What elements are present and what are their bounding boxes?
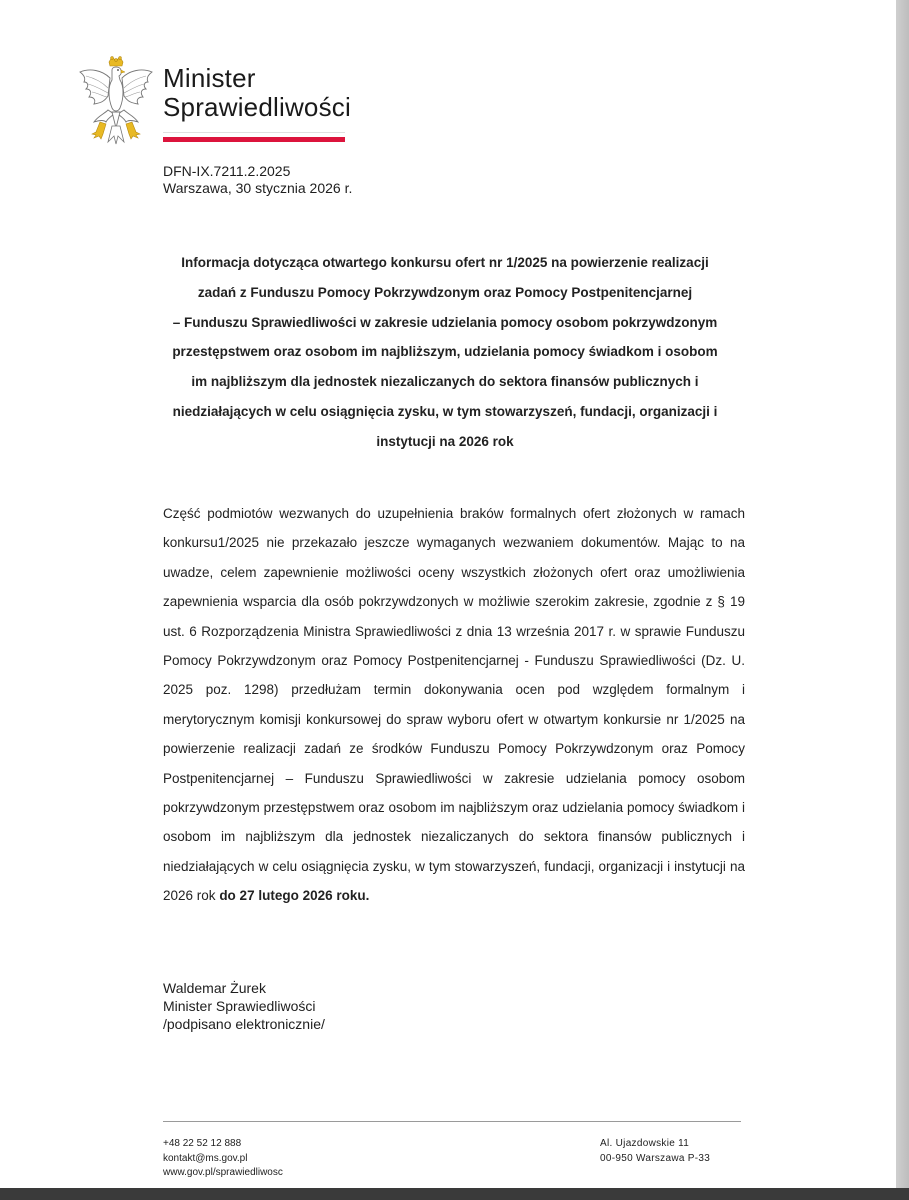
footer-contact <box>163 1137 283 1181</box>
body-text: Część podmiotów wezwanych do uzupełnienia braków formalnych ofert złożonych w ramach konkursu1/2025 nie przekazało jeszcze wymaganych wezwaniem dokumentów. Mając to na uwadze, celem zapewnienie możliwości oceny wszystkich złożonych ofert oraz umożliwienia zapewnienia wsparcia dla osób pokrzywdzonych w możliwie szerokim zakresie, zgodnie z § 19 ust. 6 Rozporządzenia Ministra Sprawiedliwości z dnia 13 września 2017 r. w sprawie Funduszu Pomocy Pokrzywdzonym oraz Pomocy Postpenitencjarnej - Funduszu Sprawiedliwości (Dz. U. 2025 poz. 1298) przedłużam termin dokonywania ocen pod względem formalnym i merytorycznym komisji konkursowej do spraw wyboru ofert w otwartym konkursie nr 1/2025 na powierzenie realizacji zadań ze środków Funduszu Pomocy Pokrzywdzonym oraz Pomocy Postpenitencjarnej – Funduszu Sprawiedliwości w zakresie udzielania pomocy osobom pokrzywdzonym przestępstwem oraz osobom im najbliższym oraz udzielania pomocy świadkom i osobom im najbliższym dla jednostek niezaliczanych do sektora finansów publicznych i niedziałających w celu osiągnięcia zysku, w tym stowarzyszeń, fundacji, organizacji i instytucji na 2026 rok <box>163 506 745 904</box>
title-line: niedziałających w celu osiągnięcia zysku, w tym stowarzyszeń, fundacji, organizacji i <box>172 403 718 419</box>
flag-stripe <box>163 132 345 142</box>
signature-block <box>163 979 325 1033</box>
title-line: Informacja dotycząca otwartego konkursu ofert nr 1/2025 na powierzenie realizacji <box>181 255 709 270</box>
signatory-name: Waldemar Żurek <box>163 980 266 996</box>
signature-note: /podpisano elektronicznie/ <box>163 1016 325 1032</box>
ministry-name-line2: Sprawiedliwości <box>163 92 351 122</box>
signatory-position: Minister Sprawiedliwości <box>163 998 316 1014</box>
title-line: – Funduszu Sprawiedliwości w zakresie udzielania pomocy osobom pokrzywdzonym <box>172 314 718 330</box>
document-title <box>150 248 740 457</box>
footer-divider <box>163 1121 741 1122</box>
footer-postal: 00-950 Warszawa P-33 <box>600 1152 711 1164</box>
footer-address <box>600 1137 710 1166</box>
ministry-name <box>163 64 351 122</box>
title-line: im najbliższym dla jednostek niezaliczanych do sektora finansów publicznych i <box>191 374 699 390</box>
page-edge-right <box>896 0 909 1200</box>
title-line: instytucji na 2026 rok <box>376 433 514 449</box>
title-line: zadań z Funduszu Pomocy Pokrzywdzonym oraz Pomocy Postpenitencjarnej <box>197 284 693 300</box>
footer-street: Al. Ujazdowskie 11 <box>600 1138 690 1149</box>
flag-stripe-red <box>163 137 345 142</box>
place-date: Warszawa, 30 stycznia 2026 r. <box>163 180 353 196</box>
body-paragraph <box>163 499 745 911</box>
footer-website: www.gov.pl/sprawiedliwosc <box>163 1167 283 1178</box>
title-line: przestępstwem oraz osobom im najbliższym, udzielania pomocy świadkom i osobom <box>172 344 718 360</box>
footer-phone: +48 22 52 12 888 <box>163 1138 242 1149</box>
footer-email: kontakt@ms.gov.pl <box>163 1152 248 1164</box>
page-edge-bottom <box>0 1188 909 1200</box>
polish-white-eagle-icon <box>76 56 156 146</box>
reference-block <box>163 163 352 197</box>
reference-number: DFN-IX.7211.2.2025 <box>163 163 291 179</box>
deadline-text: do 27 lutego 2026 roku. <box>219 888 370 904</box>
ministry-name-line1: Minister <box>163 63 256 93</box>
